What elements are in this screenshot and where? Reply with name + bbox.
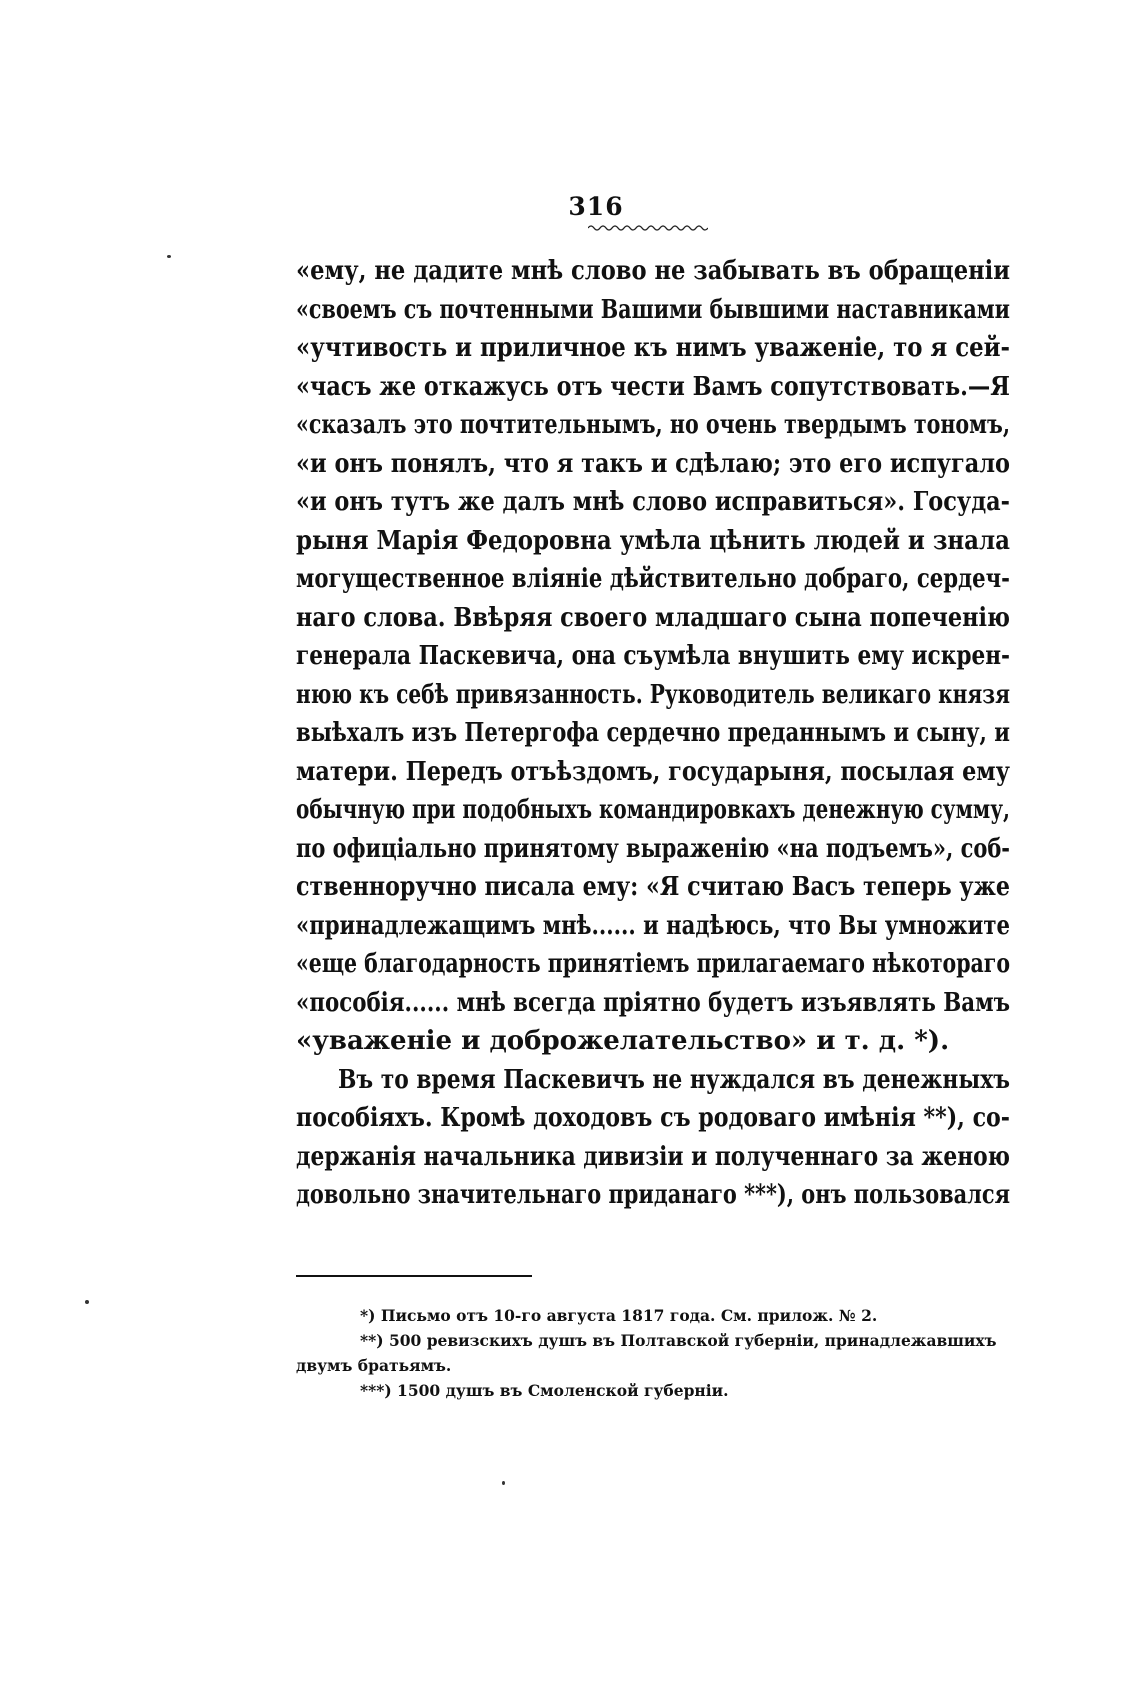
text-line: наго слова. Ввѣряя своего младшаго сына попеченію <box>296 602 1011 633</box>
text-line: «и онъ тутъ же далъ мнѣ слово исправиться». Госуда- <box>296 487 1010 517</box>
scan-speck <box>502 1481 505 1485</box>
text-line: ственноручно писала ему: «Я считаю Васъ теперь уже <box>296 872 1010 902</box>
text-line: пособіяхъ. Кромѣ доходовъ съ родоваго имѣнія **), со- <box>296 1103 1010 1133</box>
footnote-3: ***) 1500 душъ въ Смоленской губерніи. <box>360 1381 729 1400</box>
scan-speck <box>85 1300 89 1304</box>
footnotes <box>296 1303 1010 1403</box>
scan-speck <box>167 255 171 258</box>
text-line: держанія начальника дивизіи и полученнаго за женою <box>296 1141 1010 1172</box>
text-line: «часъ же откажусь отъ чести Вамъ сопутствовать.—Я <box>296 371 1010 402</box>
text-line: «сказалъ это почтительнымъ, но очень твердымъ тономъ, <box>296 410 1011 440</box>
footnote-2: **) 500 ревизскихъ душъ въ Полтавской губерніи, принадлежавшихъ <box>360 1331 997 1350</box>
footnote-divider <box>296 1275 532 1277</box>
text-line: по офиціально принятому выраженію «на подъемъ», соб- <box>296 833 1011 864</box>
text-line: нюю къ себѣ привязанность. Руководитель великаго князя <box>296 679 1011 710</box>
text-line: довольно значительнаго приданаго ***), онъ пользовался <box>296 1180 1011 1210</box>
text-line: «уваженіе и доброжелательство» и т. д. *). <box>296 1026 950 1056</box>
page-number-ornament <box>588 224 708 232</box>
text-line: могущественное вліяніе дѣйствительно добраго, сердеч- <box>296 564 1010 594</box>
text-line: рыня Марія Федоровна умѣла цѣнить людей и знала <box>296 525 1010 556</box>
text-line: «своемъ съ почтенными Вашими бывшими наставниками <box>296 294 1010 325</box>
text-line: «учтивость и приличное къ нимъ уваженіе, то я сей- <box>296 333 1011 363</box>
text-line: «и онъ понялъ, что я такъ и сдѣлаю; это его испугало <box>296 448 1010 479</box>
text-line: выѣхалъ изъ Петергофа сердечно преданнымъ и сыну, и <box>296 718 1010 748</box>
text-line: матери. Передъ отъѣздомъ, государыня, посылая ему <box>296 756 1010 787</box>
text-line: «еще благодарность принятіемъ прилагаемаго нѣкотораго <box>296 949 1011 979</box>
paragraph-first-line: Въ то время Паскевичъ не нуждался въ денежныхъ <box>338 1064 1010 1095</box>
footnote-1: *) Письмо отъ 10-го августа 1817 года. См. прилож. № 2. <box>360 1306 878 1325</box>
page-number: 316 <box>568 192 624 221</box>
text-line: обычную при подобныхъ командировкахъ денежную сумму, <box>296 795 1010 825</box>
text-line: «пособія...... мнѣ всегда пріятно будетъ изъявлять Вамъ <box>296 987 1011 1018</box>
footnote-2-continuation: двумъ братьямъ. <box>296 1356 452 1375</box>
text-line: «ему, не дадите мнѣ слово не забывать въ обращеніи <box>296 256 1011 286</box>
text-line: генерала Паскевича, она съумѣла внушить ему искрен- <box>296 641 1011 671</box>
body-text <box>296 252 1010 1215</box>
text-line: «принадлежащимъ мнѣ...... и надѣюсь, что Вы умножите <box>296 910 1010 941</box>
